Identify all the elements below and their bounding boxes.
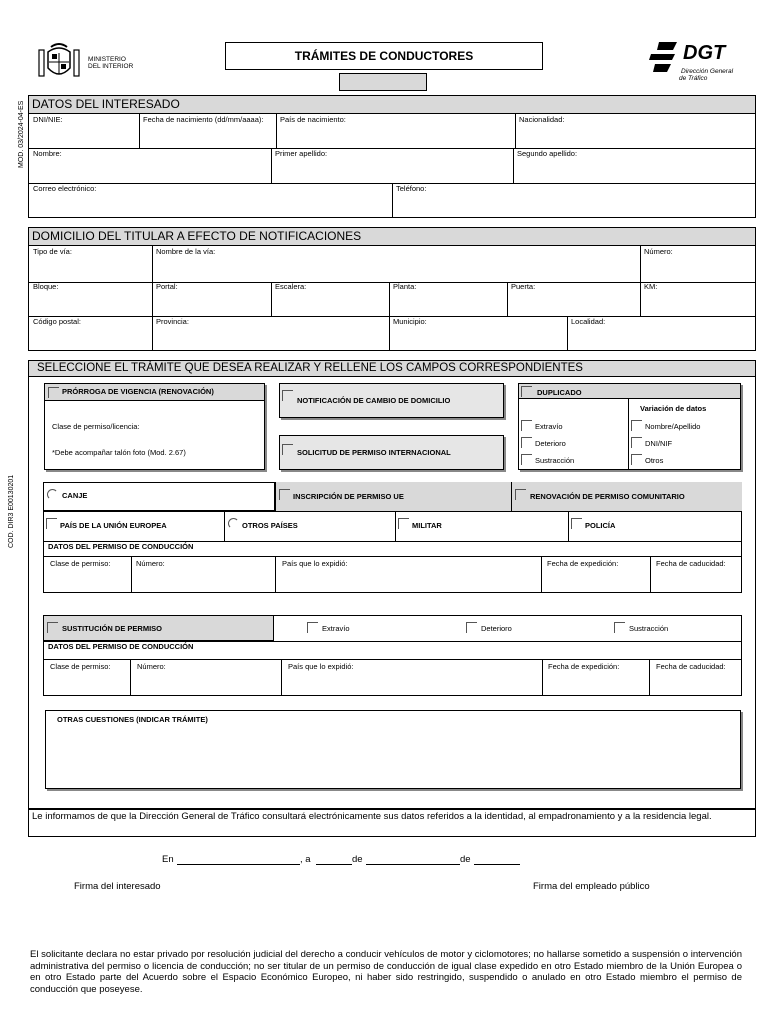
dup-deterioro-label: Deterioro	[535, 439, 566, 448]
inscripcion-ue-checkbox[interactable]	[279, 489, 290, 500]
sust-extravio-label: Extravío	[322, 624, 350, 633]
dni-field[interactable]: DNI/NIE:	[33, 115, 63, 124]
sust-sustraccion-label: Sustracción	[629, 624, 669, 633]
sust-clase-field[interactable]: Clase de permiso:	[50, 662, 111, 671]
datos-permiso-label: DATOS DEL PERMISO DE CONDUCCIÓN	[48, 542, 194, 551]
firma-lugar-field[interactable]	[177, 864, 300, 865]
sust-numero-field[interactable]: Número:	[137, 662, 166, 671]
ministry-line1: MINISTERIO	[88, 56, 126, 63]
dup-sustraccion-label: Sustracción	[535, 456, 575, 465]
numero-field[interactable]: Número:	[644, 247, 673, 256]
primer-apellido-field[interactable]: Primer apellido:	[275, 149, 328, 158]
sust-sustraccion-checkbox[interactable]	[614, 622, 625, 633]
canje-numero-field[interactable]: Número:	[136, 559, 165, 568]
escalera-field[interactable]: Escalera:	[275, 282, 307, 291]
planta-field[interactable]: Planta:	[393, 282, 417, 291]
canje-fecha-exp-field[interactable]: Fecha de expedición:	[547, 559, 619, 568]
dgt-subtitle-2: de Tráfico	[679, 75, 708, 82]
otros-checkbox[interactable]	[631, 454, 642, 465]
sustitucion-label: SUSTITUCIÓN DE PERMISO	[62, 624, 163, 633]
domicilio-title: DOMICILIO DEL TITULAR A EFECTO DE NOTIFICACIONES	[28, 227, 756, 246]
inscripcion-ue-label: INSCRIPCIÓN DE PERMISO UE	[293, 492, 404, 501]
prorroga-label: PRÓRROGA DE VIGENCIA (RENOVACIÓN)	[62, 387, 214, 396]
otros-paises-label: OTROS PAÍSES	[242, 521, 298, 530]
duplicado-checkbox[interactable]	[521, 386, 532, 397]
policia-label: POLICÍA	[585, 521, 616, 530]
segundo-apellido-field[interactable]: Segundo apellido:	[517, 149, 578, 158]
sust-fecha-exp-field[interactable]: Fecha de expedición:	[548, 662, 620, 671]
militar-label: MILITAR	[412, 521, 442, 530]
firma-en-label: En	[162, 854, 174, 865]
coat-of-arms-icon	[36, 42, 82, 82]
office-stamp-box[interactable]	[339, 73, 427, 91]
sustitucion-checkbox[interactable]	[47, 622, 58, 633]
renovacion-comunitario-label: RENOVACIÓN DE PERMISO COMUNITARIO	[530, 492, 685, 501]
portal-field[interactable]: Portal:	[156, 282, 178, 291]
firma-empleado-label: Firma del empleado público	[533, 881, 650, 892]
dgt-logo-icon	[647, 40, 681, 76]
pais-nacimiento-field[interactable]: País de nacimiento:	[280, 115, 346, 124]
tipo-via-field[interactable]: Tipo de vía:	[33, 247, 72, 256]
dup-deterioro-checkbox[interactable]	[521, 437, 532, 448]
firma-de2-label: de	[460, 854, 471, 865]
correo-field[interactable]: Correo electrónico:	[33, 184, 97, 193]
km-field[interactable]: KM:	[644, 282, 658, 291]
nombre-apellido-checkbox[interactable]	[631, 420, 642, 431]
otros-label: Otros	[645, 456, 664, 465]
pais-ue-label: PAÍS DE LA UNIÓN EUROPEA	[60, 521, 167, 530]
otras-cuestiones-label: OTRAS CUESTIONES (INDICAR TRÁMITE)	[57, 715, 208, 724]
nombre-apellido-label: Nombre/Apellido	[645, 422, 701, 431]
dgt-logo-text: DGT	[683, 42, 726, 64]
firma-dia-field[interactable]	[316, 864, 352, 865]
codigo-postal-field[interactable]: Código postal:	[33, 317, 81, 326]
firma-interesado-label: Firma del interesado	[74, 881, 161, 892]
tramite-title: SELECCIONE EL TRÁMITE QUE DESEA REALIZAR Y RELLENE LOS CAMPOS CORRESPONDIENTES	[28, 360, 756, 377]
canje-clase-field[interactable]: Clase de permiso:	[50, 559, 111, 568]
dir3-code: COD. DIR3 E00130201	[8, 474, 15, 548]
sust-datos-permiso-label: DATOS DEL PERMISO DE CONDUCCIÓN	[48, 642, 194, 651]
municipio-field[interactable]: Municipio:	[393, 317, 427, 326]
notif-domicilio-label: NOTIFICACIÓN DE CAMBIO DE DOMICILIO	[297, 396, 451, 405]
firma-a-label: , a	[300, 854, 311, 865]
talon-foto-note: *Debe acompañar talón foto (Mod. 2.67)	[52, 448, 186, 457]
dni-nif-label: DNI/NIF	[645, 439, 673, 448]
canje-label: CANJE	[62, 491, 88, 500]
nacionalidad-field[interactable]: Nacionalidad:	[519, 115, 565, 124]
puerta-field[interactable]: Puerta:	[511, 282, 536, 291]
permiso-internacional-label: SOLICITUD DE PERMISO INTERNACIONAL	[297, 448, 451, 457]
declaracion-text: El solicitante declara no estar privado por resolución judicial del derecho a conducir vehículos de motor y ciclomotores; no hallarse sometido a suspensión o intervención administrativa del permiso o licencia de conducción; no ser titular de un permiso de conducción de igual clase expedido en otro Estado miembro de la Unión Europea o en otro Estado parte del Acuerdo sobre el Espacio Económico Europeo, ni haber sido restringido, suspendido o anulado en otro Estado miembro el permiso de conducción que poseyese.	[30, 949, 742, 995]
dni-nif-checkbox[interactable]	[631, 437, 642, 448]
dgt-subtitle-1: Dirección General	[681, 68, 734, 75]
fecha-nacimiento-field[interactable]: Fecha de nacimiento (dd/mm/aaaa):	[143, 115, 264, 124]
firma-anio-field[interactable]	[474, 864, 520, 865]
sust-deterioro-checkbox[interactable]	[466, 622, 477, 633]
clase-permiso-licencia-field[interactable]: Clase de permiso/licencia:	[52, 422, 140, 431]
otros-paises-radio[interactable]	[228, 518, 239, 529]
page-title	[225, 42, 543, 70]
prorroga-checkbox[interactable]	[48, 387, 59, 398]
duplicado-label: DUPLICADO	[537, 388, 582, 397]
info-text: Le informamos de que la Dirección General de Tráfico consultará electrónicamente sus datos referidos a la identidad, al empadronamiento y a la residencia legal.	[32, 811, 712, 822]
renovacion-comunitario-checkbox[interactable]	[515, 489, 526, 500]
militar-checkbox[interactable]	[398, 518, 409, 529]
firma-mes-field[interactable]	[366, 864, 460, 865]
sust-pais-field[interactable]: País que lo expidió:	[288, 662, 354, 671]
dup-sustraccion-checkbox[interactable]	[521, 454, 532, 465]
permiso-internacional-checkbox[interactable]	[282, 444, 293, 455]
canje-pais-field[interactable]: País que lo expidió:	[282, 559, 348, 568]
provincia-field[interactable]: Provincia:	[156, 317, 189, 326]
sust-fecha-cad-field[interactable]: Fecha de caducidad:	[656, 662, 726, 671]
variacion-datos-label: Variación de datos	[640, 404, 707, 413]
nombre-via-field[interactable]: Nombre de la vía:	[156, 247, 216, 256]
canje-fecha-cad-field[interactable]: Fecha de caducidad:	[656, 559, 726, 568]
dup-extravio-checkbox[interactable]	[521, 420, 532, 431]
firma-de1-label: de	[352, 854, 363, 865]
nombre-field[interactable]: Nombre:	[33, 149, 62, 158]
pais-ue-checkbox[interactable]	[46, 518, 57, 529]
page-title-text: TRÁMITES DE CONDUCTORES	[294, 49, 474, 63]
ministry-line2: DEL INTERIOR	[88, 63, 134, 70]
sust-extravio-checkbox[interactable]	[307, 622, 318, 633]
canje-radio[interactable]	[47, 489, 58, 500]
telefono-field[interactable]: Teléfono:	[396, 184, 427, 193]
bloque-field[interactable]: Bloque:	[33, 282, 59, 291]
notif-domicilio-checkbox[interactable]	[282, 390, 293, 401]
localidad-field[interactable]: Localidad:	[571, 317, 606, 326]
policia-checkbox[interactable]	[571, 518, 582, 529]
datos-interesado-title: DATOS DEL INTERESADO	[28, 95, 756, 114]
sust-deterioro-label: Deterioro	[481, 624, 512, 633]
mod-code: MOD. 03/2024-04-ES	[18, 100, 25, 168]
dup-extravio-label: Extravío	[535, 422, 563, 431]
